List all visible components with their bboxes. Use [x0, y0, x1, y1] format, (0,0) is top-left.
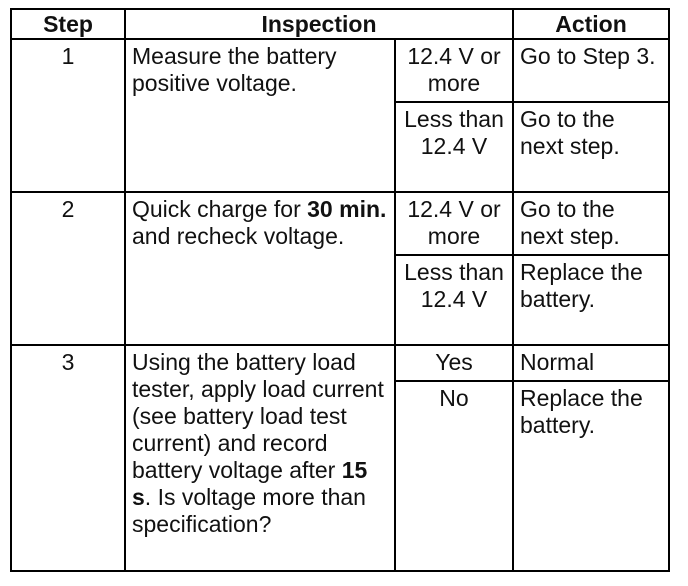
action-cell: Replace the battery. [513, 381, 669, 571]
action-cell: Go to the next step. [513, 192, 669, 255]
header-row [11, 9, 669, 39]
inspection-text: Measure the battery positive voltage. [125, 39, 395, 192]
condition-cell: No [395, 381, 513, 571]
step-number: 3 [11, 345, 125, 571]
battery-inspection-table [10, 8, 670, 572]
step-number: 1 [11, 39, 125, 192]
condition-cell: 12.4 V or more [395, 192, 513, 255]
condition-cell: 12.4 V or more [395, 39, 513, 102]
table-row [11, 39, 669, 102]
header-step: Step [11, 9, 125, 39]
inspection-text: Using the battery load tester, apply load current (see battery load test current) and record battery voltage after 15 s. Is voltage more than specification? [125, 345, 395, 571]
step-number: 2 [11, 192, 125, 345]
condition-cell: Less than 12.4 V [395, 102, 513, 192]
action-cell: Go to Step 3. [513, 39, 669, 102]
action-cell: Normal [513, 345, 669, 381]
inspection-text: Quick charge for 30 min. and recheck voltage. [125, 192, 395, 345]
condition-cell: Less than 12.4 V [395, 255, 513, 345]
header-action: Action [513, 9, 669, 39]
action-cell: Replace the battery. [513, 255, 669, 345]
header-inspection: Inspection [125, 9, 513, 39]
table-row [11, 192, 669, 255]
table-row [11, 345, 669, 381]
action-cell: Go to the next step. [513, 102, 669, 192]
condition-cell: Yes [395, 345, 513, 381]
